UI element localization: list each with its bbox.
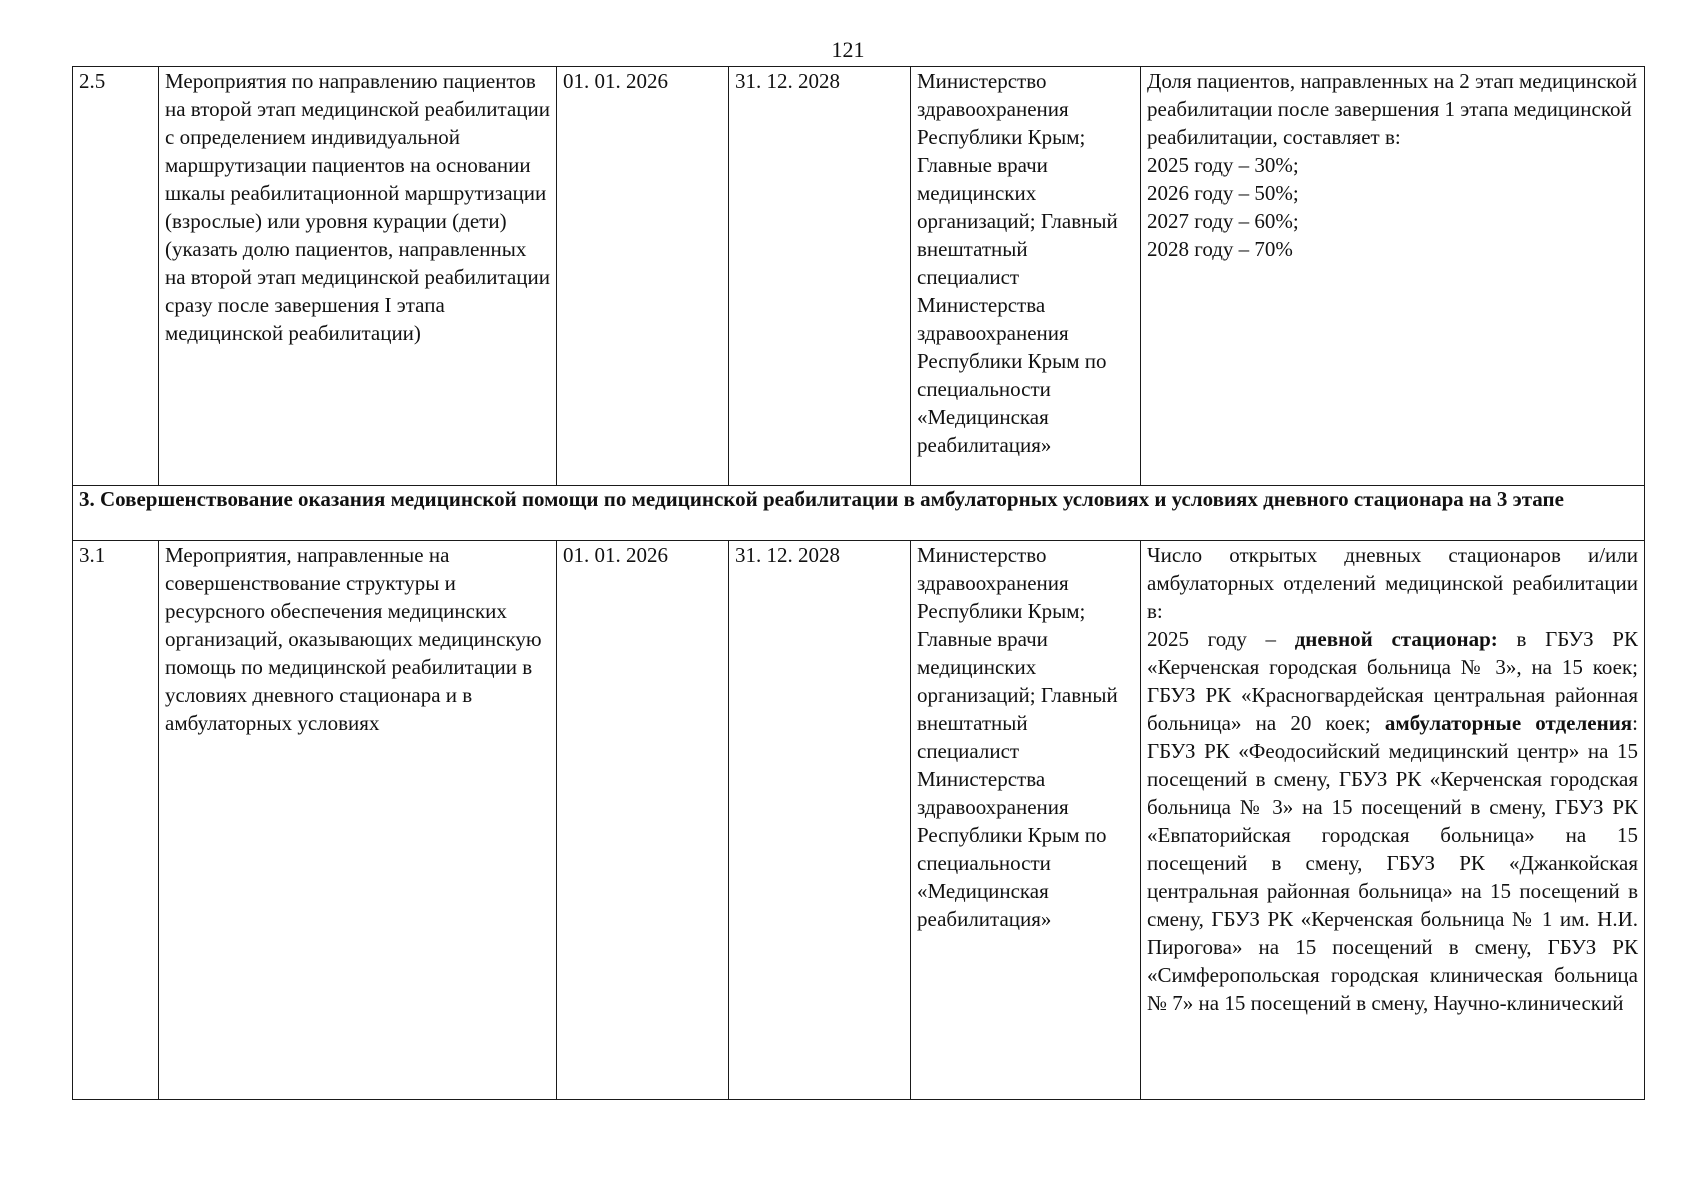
start-date: 01. 01. 2026 bbox=[557, 541, 729, 1100]
section-title: 3. Совершенствование оказания медицинской помощи по медицинской реабилитации в амбулаторных условиях и условиях дневного стационара на 3 этапе bbox=[73, 486, 1645, 541]
activity-table bbox=[72, 66, 1645, 1100]
outpatient-text: : ГБУЗ РК «Феодосийский медицинский центр» на 15 посещений в смену, ГБУЗ РК «Керченская городская больница № 3» на 15 посещений в смену, ГБУЗ РК «Евпаторийская городская больница» на 15 посещений в смену, ГБУЗ РК «Джанкойская центральная районная больница» на 15 посещений в смену, ГБУЗ РК «Керченская больница № 1 им. Н.И. Пирогова» на 15 посещений в смену, ГБУЗ РК «Симферопольская городская клиническая больница № 7» на 15 посещений в смену, Научно-клинический bbox=[1147, 711, 1639, 1015]
result-year: 2025 году – bbox=[1147, 627, 1295, 651]
start-date: 01. 01. 2026 bbox=[557, 67, 729, 486]
activity-description: Мероприятия по направлению пациентов на второй этап медицинской реабилитации с определением индивидуальной маршрутизации пациентов на основании шкалы реабилитационной маршрутизации (взрослые) или уровня курации (дети) (указать долю пациентов, направленных на второй этап медицинской реабилитации сразу после завершения I этапа медицинской реабилитации) bbox=[159, 67, 557, 486]
result-line: 2026 году – 50%; bbox=[1147, 181, 1299, 205]
end-date: 31. 12. 2028 bbox=[729, 541, 911, 1100]
expected-result bbox=[1141, 541, 1645, 1100]
outpatient-label: амбулаторные отделения bbox=[1384, 711, 1633, 735]
table-row-2-5 bbox=[73, 67, 1645, 486]
end-date: 31. 12. 2028 bbox=[729, 67, 911, 486]
day-hospital-label: дневной стационар: bbox=[1294, 627, 1498, 651]
activity-description: Мероприятия, направленные на совершенствование структуры и ресурсного обеспечения медицинских организаций, оказывающих медицинскую помощь по медицинской реабилитации в условиях дневного стационара и в амбулаторных условиях bbox=[159, 541, 557, 1100]
section-header-row bbox=[73, 486, 1645, 541]
result-line: 2027 году – 60%; bbox=[1147, 209, 1299, 233]
responsible-executors: Министерство здравоохранения Республики Крым; Главные врачи медицинских организаций; Главный внештатный специалист Министерства здравоохранения Республики Крым по специальности «Медицинская реабилитация» bbox=[911, 67, 1141, 486]
row-number: 3.1 bbox=[73, 541, 159, 1100]
result-line: Доля пациентов, направленных на 2 этап медицинской реабилитации после завершения 1 этапа медицинской реабилитации, составляет в: bbox=[1147, 69, 1638, 149]
result-line: 2028 году – 70% bbox=[1147, 237, 1293, 261]
result-line: 2025 году – 30%; bbox=[1147, 153, 1299, 177]
responsible-executors: Министерство здравоохранения Республики Крым; Главные врачи медицинских организаций; Главный внештатный специалист Министерства здравоохранения Республики Крым по специальности «Медицинская реабилитация» bbox=[911, 541, 1141, 1100]
day-hospital-text: в ГБУЗ РК «Керченская городская больница № 3», на 15 коек; ГБУЗ РК «Красногвардейская центральная районная больница» на 20 коек; bbox=[1147, 627, 1638, 735]
result-intro: Число открытых дневных стационаров и/или амбулаторных отделений медицинской реабилитации в: bbox=[1147, 543, 1638, 623]
table-row-3-1 bbox=[73, 541, 1645, 1100]
page-number: 121 bbox=[831, 37, 865, 62]
expected-result bbox=[1141, 67, 1645, 486]
row-number: 2.5 bbox=[73, 67, 159, 486]
